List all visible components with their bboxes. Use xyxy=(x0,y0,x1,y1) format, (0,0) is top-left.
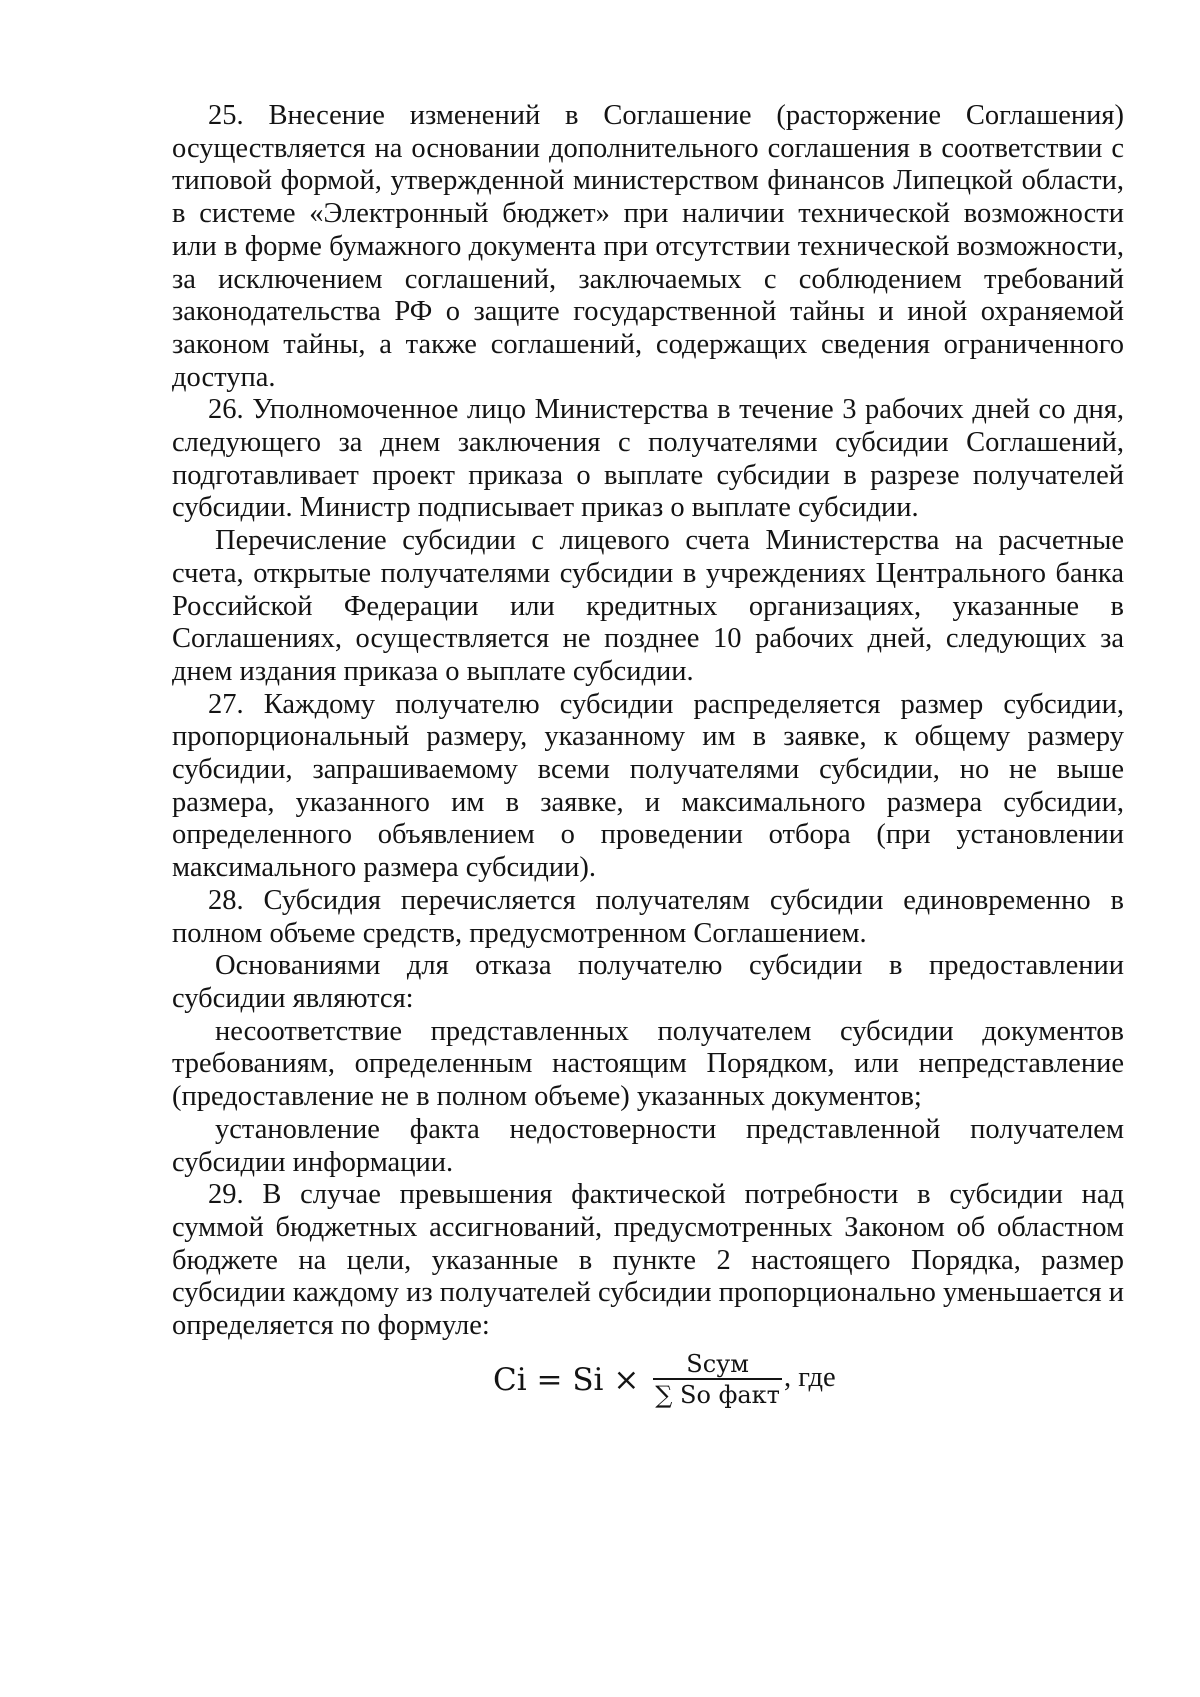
paragraph-26: 26. Уполномоченное лицо Министерства в течение 3 рабочих дней со дня, следующего за днем заключения с получателями субсидии Соглашений, подготавливает проект приказа о выплате субсидии в разрезе получателей субсидии. Министр подписывает приказ о выплате субсидии. xyxy=(172,394,1124,524)
formula-suffix: , где xyxy=(783,1361,836,1393)
formula-denominator: ∑ So факт xyxy=(655,1380,780,1409)
formula-expression xyxy=(493,1347,836,1413)
paragraph-27: 27. Каждому получателю субсидии распределяется размер субсидии, пропорциональный размеру, указанному им в заявке, к общему размеру субсидии, запрашиваемому всеми получателями субсидии, но не выше размера, указанного им в заявке, и максимального размера субсидии, определенного объявлением о проведении отбора (при установлении максимального размера субсидии). xyxy=(172,688,1124,884)
paragraph-28-ground-information: установление факта недостоверности представленной получателем субсидии информации. xyxy=(172,1113,1124,1178)
paragraph-29: 29. В случае превышения фактической потребности в субсидии над суммой бюджетных ассигнований, предусмотренных Законом об областном бюджете на цели, указанные в пункте 2 настоящего Порядка, размер субсидии каждому из получателей субсидии пропорционально уменьшается и определяется по формуле: xyxy=(172,1179,1124,1342)
paragraph-25: 25. Внесение изменений в Соглашение (расторжение Соглашения) осуществляется на основании дополнительного соглашения в соответствии с типовой формой, утвержденной министерством финансов Липецкой области, в системе «Электронный бюджет» при наличии технической возможности или в форме бумажного документа при отсутствии технической возможности, за исключением соглашений, заключаемых с соблюдением требований законодательства РФ о защите государственной тайны и иной охраняемой законом тайны, а также соглашений, содержащих сведения ограниченного доступа. xyxy=(172,100,1124,393)
formula-numerator: Sсум xyxy=(686,1349,749,1378)
paragraph-28-ground-documents: несоответствие представленных получателем субсидии документов требованиям, определенным настоящим Порядком, или непредставление (предоставление не в полном объеме) указанных документов; xyxy=(172,1015,1124,1113)
formula-lhs: Ci = Si × xyxy=(493,1361,640,1398)
paragraph-26-transfer: Перечисление субсидии с лицевого счета Министерства на расчетные счета, открытые получателями субсидии в учреждениях Центрального банка Российской Федерации или кредитных организациях, указанные в Соглашениях, осуществляется не позднее 10 рабочих дней, следующих за днем издания приказа о выплате субсидии. xyxy=(172,525,1124,687)
subsidy-formula xyxy=(172,1347,1124,1413)
formula-fraction xyxy=(653,1350,782,1410)
paragraph-28-refusal-grounds: Основаниями для отказа получателю субсидии в предоставлении субсидии являются: xyxy=(172,950,1124,1014)
paragraph-28: 28. Субсидия перечисляется получателям субсидии единовременно в полном объеме средств, предусмотренном Соглашением. xyxy=(172,884,1124,949)
document-page xyxy=(172,100,1124,1413)
